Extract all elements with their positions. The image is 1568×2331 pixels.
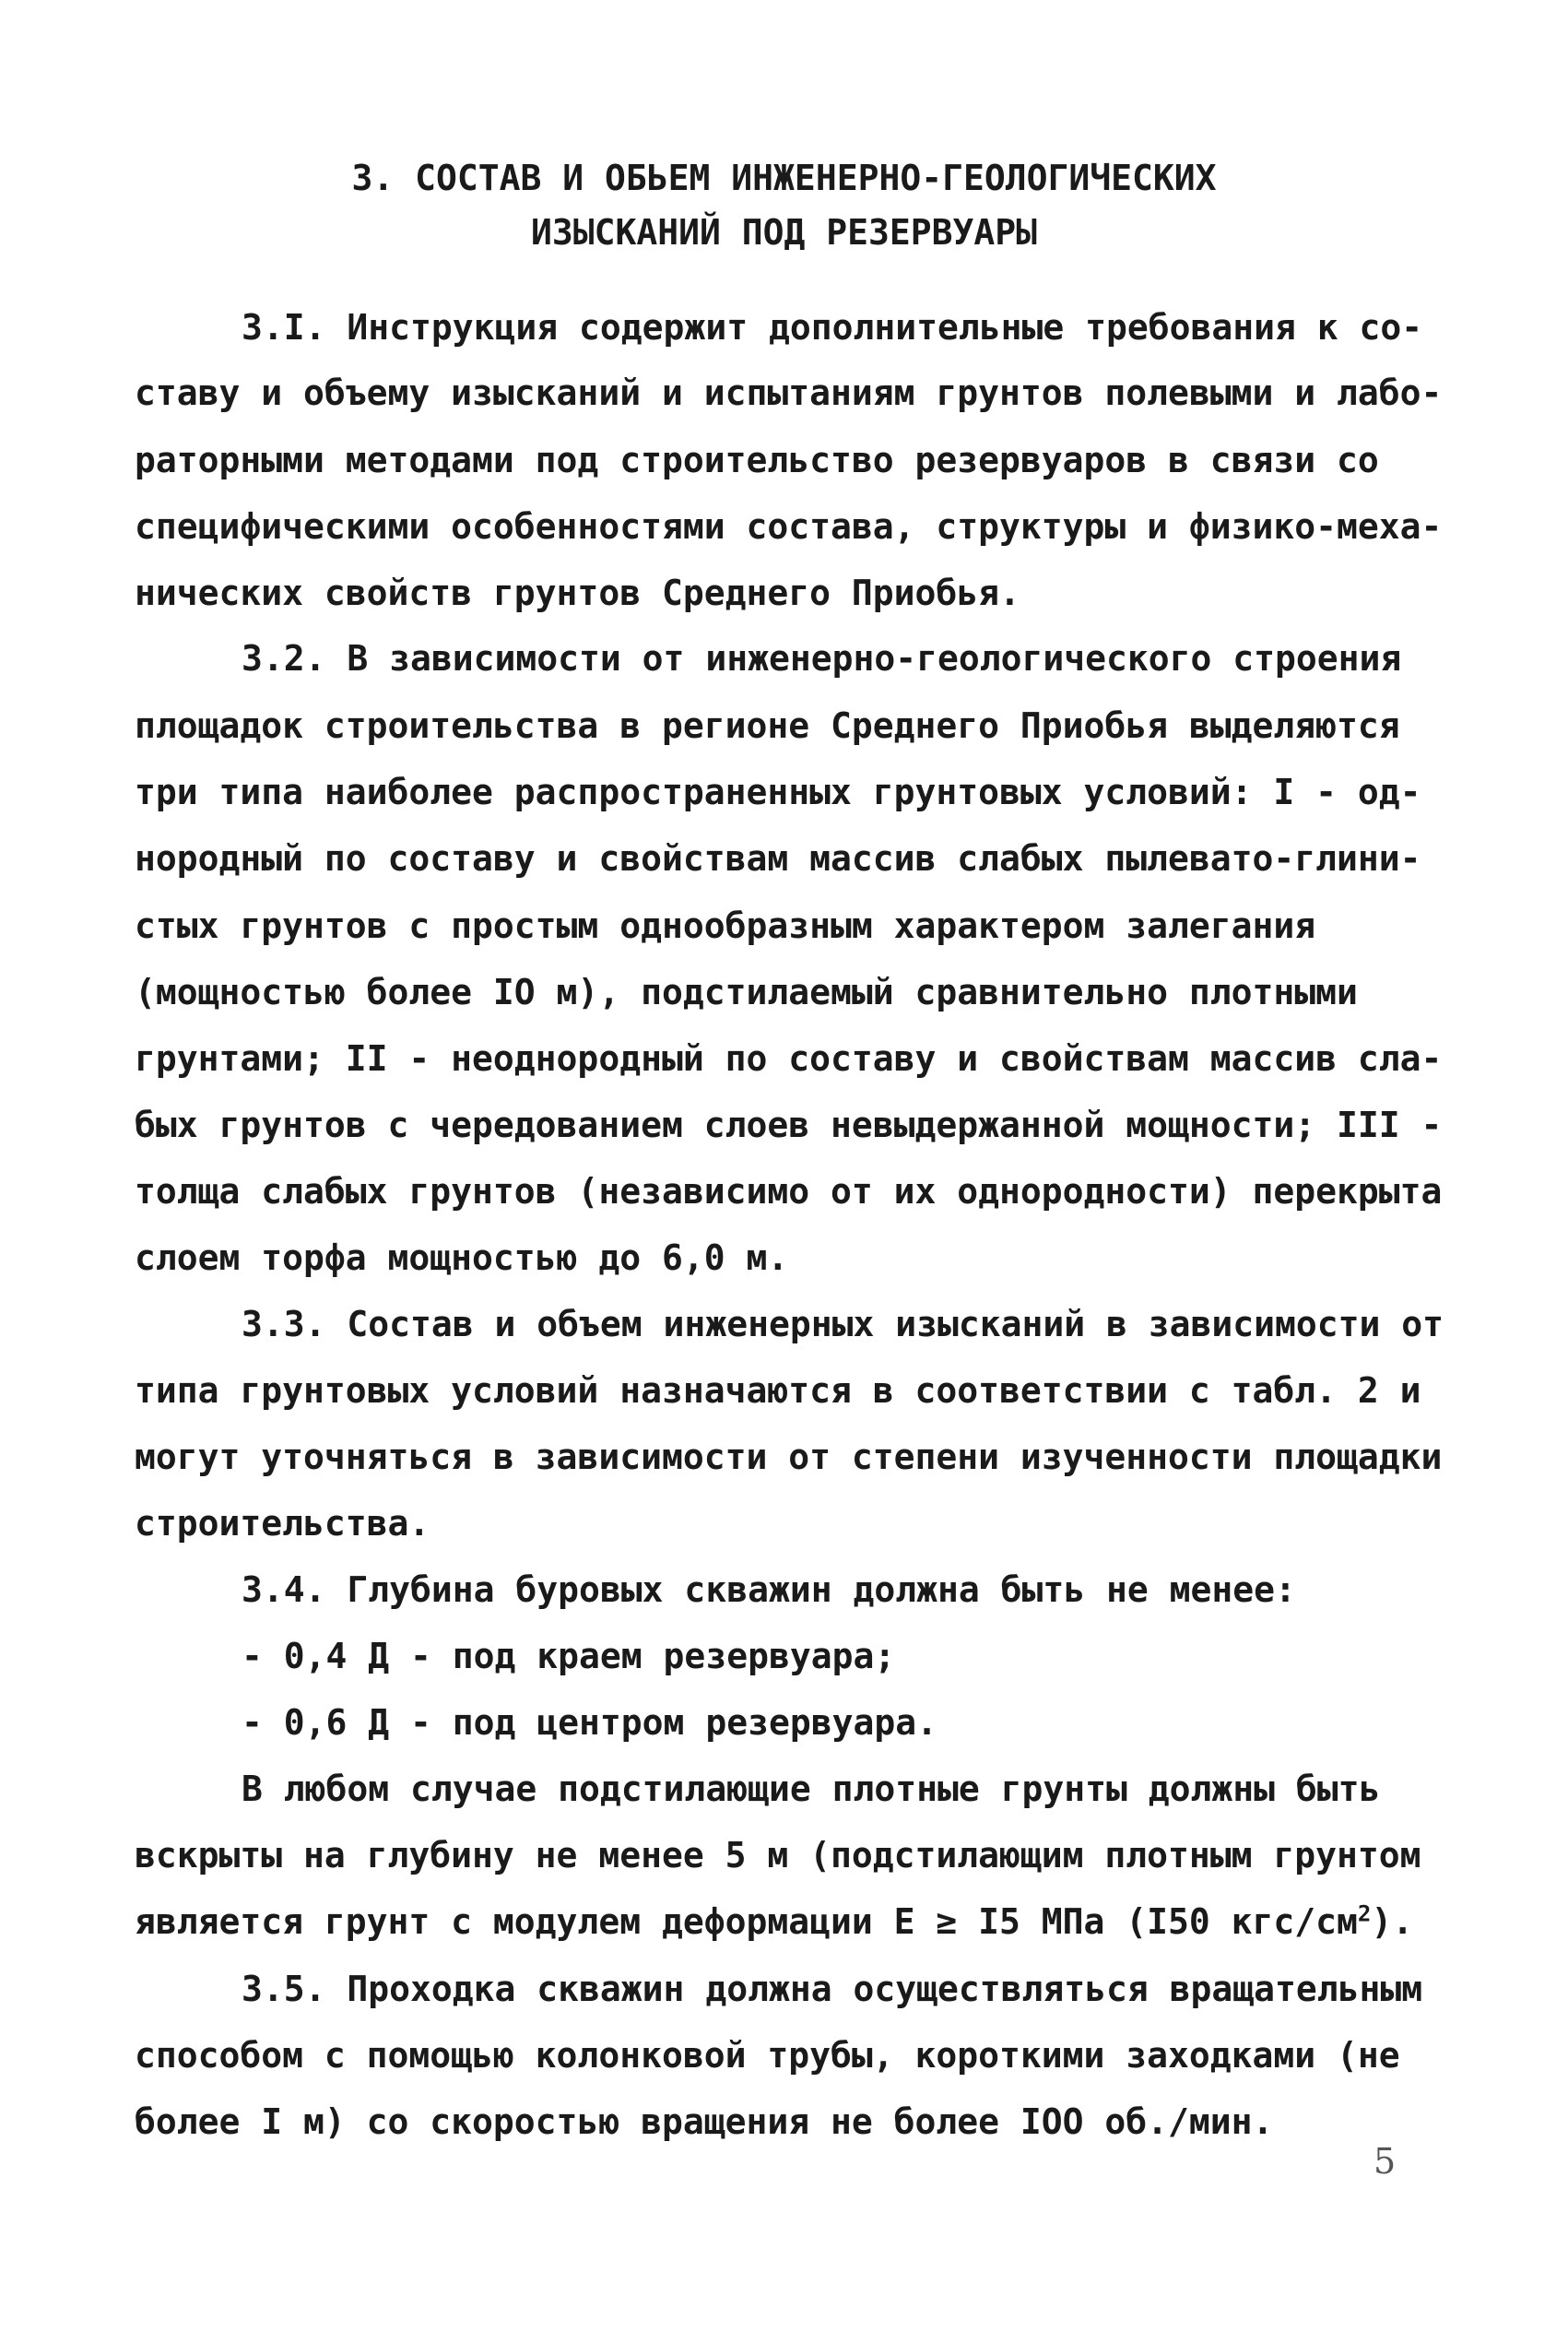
paragraph-3-2-line-6: (мощностью более IO м), подстилаемый сравнительно плотными — [135, 972, 1358, 1012]
paragraph-3-2-line-9: толща слабых грунтов (независимо от их однородности) перекрыта — [135, 1171, 1443, 1212]
paragraph-3-5-line-1: 3.5. Проходка скважин должна осуществляться вращательным — [242, 1969, 1423, 2009]
paragraph-3-2-line-10: слоем торфа мощностью до 6,0 м. — [135, 1237, 789, 1278]
paragraph-3-2-line-8: бых грунтов с чередованием слоев невыдержанной мощности; III - — [135, 1105, 1443, 1145]
paragraph-note-line-3 — [135, 1899, 1413, 1944]
paragraph-3-3-line-3: могут уточняться в зависимости от степени изученности площадки — [135, 1437, 1443, 1477]
paragraph-3-2-line-5: стых грунтов с простым однообразным характером залегания — [135, 905, 1316, 946]
superscript-exponent: 2 — [1357, 1900, 1372, 1927]
paragraph-3-1-line-5: нических свойств грунтов Среднего Приобья. — [135, 573, 1020, 613]
paragraph-note-line-2: вскрыты на глубину не менее 5 м (подстилающим плотным грунтом — [135, 1835, 1421, 1875]
paragraph-note-line-3-text: является грунт с модулем деформации E ≥ I5 МПа (I50 кгс/см — [135, 1901, 1358, 1942]
paragraph-3-1-line-2: ставу и объему изысканий и испытаниям грунтов полевыми и лабо- — [135, 373, 1443, 413]
paragraph-3-5-line-2: способом с помощью колонковой трубы, короткими заходками (не — [135, 2035, 1400, 2076]
paragraph-3-2-line-1: 3.2. В зависимости от инженерно-геологического строения — [242, 638, 1402, 679]
section-heading-line-2: ИЗЫСКАНИЙ ПОД РЕЗЕРВУАРЫ — [530, 212, 1038, 253]
paragraph-3-4-line-1: 3.4. Глубина буровых скважин должна быть не менее: — [242, 1569, 1296, 1610]
paragraph-3-2-line-7: грунтами; II - неоднородный по составу и свойствам массив сла- — [135, 1038, 1443, 1079]
paragraph-3-2-line-4: нородный по составу и свойствам массив слабых пылевато-глини- — [135, 838, 1421, 879]
paragraph-3-2-line-2: площадок строительства в регионе Среднего Приобья выделяются — [135, 705, 1400, 746]
paragraph-3-1-line-3: раторными методами под строительство резервуаров в связи со — [135, 440, 1379, 480]
paragraph-3-3-line-1: 3.3. Состав и объем инженерных изысканий в зависимости от — [242, 1304, 1444, 1344]
paragraph-note-line-1: В любом случае подстилающие плотные грунты должны быть — [242, 1769, 1381, 1809]
paragraph-3-5-line-3: более I м) со скоростью вращения не более IOO об./мин. — [135, 2101, 1274, 2142]
paragraph-3-2-line-3: три типа наиболее распространенных грунтовых условий: I - од- — [135, 772, 1421, 812]
paragraph-3-4-line-2: - 0,4 Д - под краем резервуара; — [242, 1636, 896, 1676]
section-heading-line-1: 3. СОСТАВ И ОБЬЕМ ИНЖЕНЕРНО-ГЕОЛОГИЧЕСКИХ — [351, 158, 1217, 198]
paragraph-3-1-line-1: 3.I. Инструкция содержит дополнительные требования к со- — [242, 307, 1423, 348]
paragraph-3-1-line-4: специфическими особенностями состава, структуры и физико-меха- — [135, 506, 1443, 547]
paragraph-3-3-line-4: строительства. — [135, 1503, 430, 1544]
paragraph-note-line-3-tail: ). — [1371, 1901, 1414, 1942]
paragraph-3-3-line-2: типа грунтовых условий назначаются в соответствии с табл. 2 и — [135, 1370, 1421, 1411]
paragraph-3-4-line-3: - 0,6 Д - под центром резервуара. — [242, 1702, 937, 1743]
page-number: 5 — [1373, 2141, 1397, 2182]
